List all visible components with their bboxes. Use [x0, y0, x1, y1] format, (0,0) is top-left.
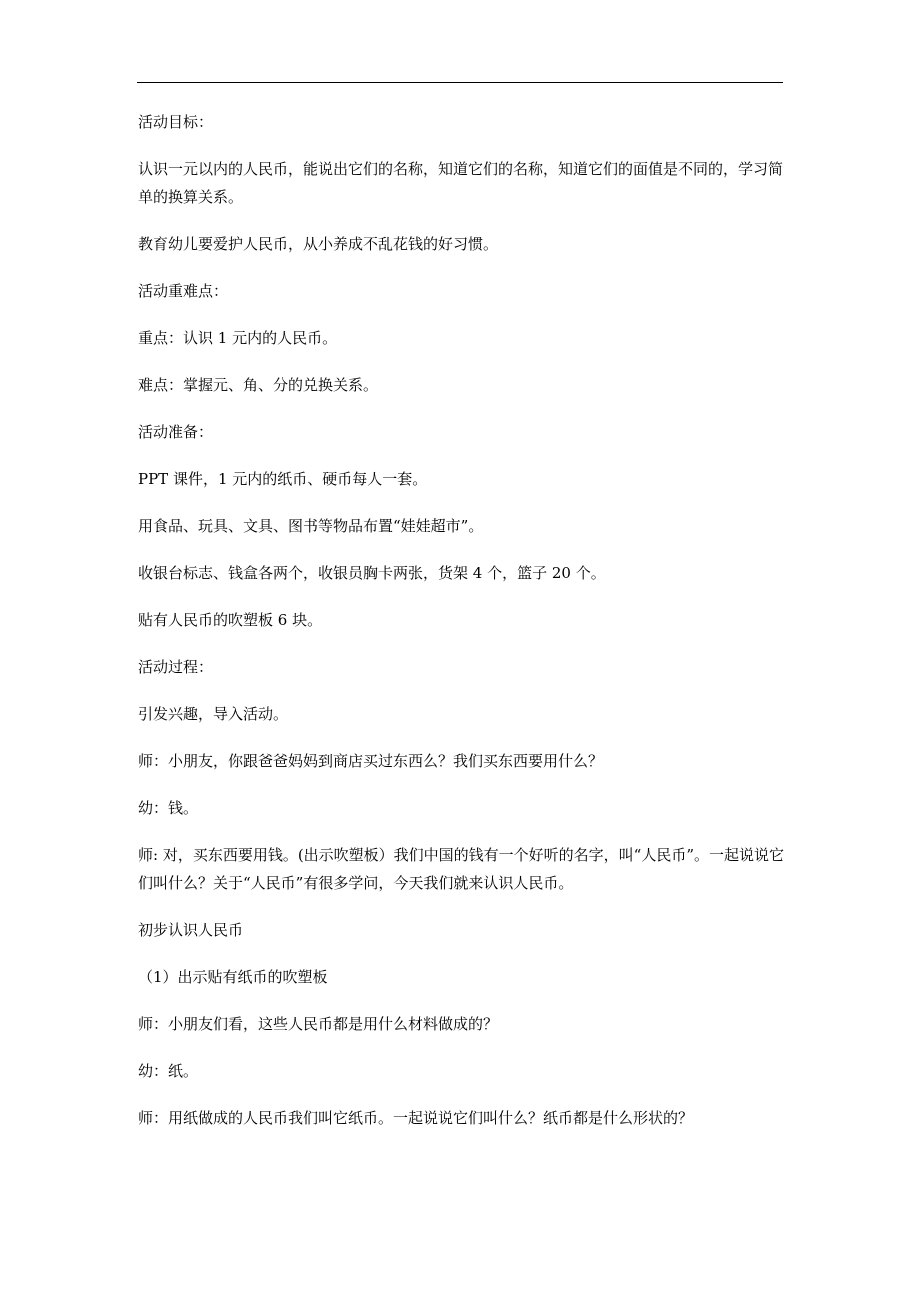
paragraph-key-point: 重点：认识 1 元内的人民币。 [138, 329, 338, 347]
paragraph-goal-1: 认识一元以内的人民币，能说出它们的名称，知道它们的名称，知道它们的面值是不同的，学习简单的换算关系。 [138, 160, 784, 206]
paragraph-preparation-3: 收银台标志、钱盒各两个，收银员胸卡两张，货架 4 个，篮子 20 个。 [138, 564, 606, 582]
document-body [138, 108, 788, 1132]
paragraph-process-heading: 活动过程： [138, 658, 214, 676]
paragraph-key-points-heading: 活动重难点： [138, 282, 229, 300]
paragraph-step-1: （1）出示贴有纸币的吹塑板 [138, 968, 328, 986]
paragraph-teacher-question-2: 师：小朋友们看，这些人民币都是用什么材料做成的？ [138, 1015, 499, 1033]
paragraph-activity-goals-heading: 活动目标： [138, 113, 214, 131]
paragraph-child-answer-2: 幼：纸。 [138, 1062, 199, 1080]
paragraph-child-answer-1: 幼：钱。 [138, 799, 199, 817]
paragraph-teacher-explanation-1: 师: 对，买东西要用钱。(出示吹塑板）我们中国的钱有一个好听的名字，叫“人民币”。一起说说它们叫什么？关于“人民币”有很多学问，今天我们就来认识人民币。 [138, 846, 785, 892]
paragraph-preparation-1: PPT 课件，1 元内的纸币、硬币每人一套。 [138, 470, 428, 488]
paragraph-teacher-question-1: 师：小朋友，你跟爸爸妈妈到商店买过东西么？我们买东西要用什么？ [138, 752, 604, 770]
paragraph-preparation-2: 用食品、玩具、文具、图书等物品布置“娃娃超市”。 [138, 517, 484, 535]
paragraph-section-heading: 初步认识人民币 [138, 921, 244, 939]
paragraph-process-intro: 引发兴趣，导入活动。 [138, 705, 289, 723]
paragraph-preparation-4: 贴有人民币的吹塑板 6 块。 [138, 611, 323, 629]
header-rule [137, 82, 783, 83]
paragraph-goal-2: 教育幼儿要爱护人民币，从小养成不乱花钱的好习惯。 [138, 235, 499, 253]
paragraph-teacher-explanation-2: 师：用纸做成的人民币我们叫它纸币。一起说说它们叫什么？纸币都是什么形状的？ [138, 1109, 694, 1127]
paragraph-difficult-point: 难点：掌握元、角、分的兑换关系。 [138, 376, 379, 394]
paragraph-preparation-heading: 活动准备： [138, 423, 214, 441]
